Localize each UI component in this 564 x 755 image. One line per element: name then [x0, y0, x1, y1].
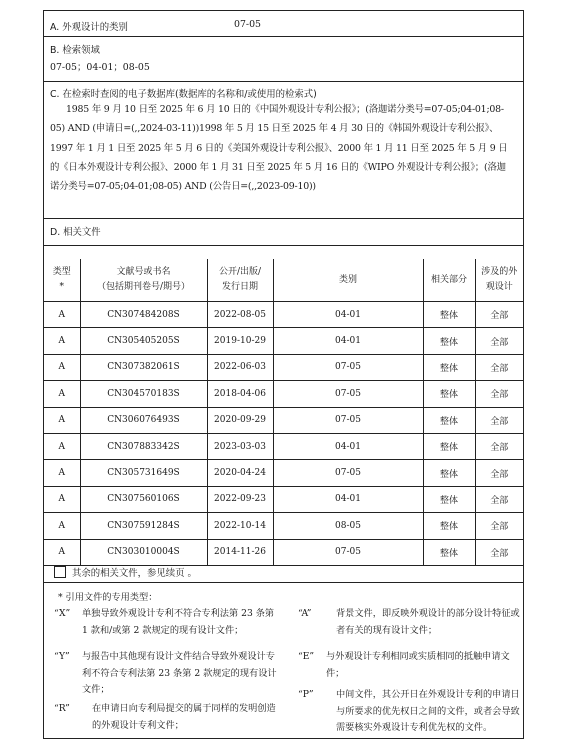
- divider: [44, 245, 523, 246]
- table-row: [44, 302, 523, 328]
- continuation-text: 其余的相关文件，参见续页 。: [72, 568, 197, 579]
- cell-type: A: [44, 460, 80, 486]
- cell-date: 2020-04-24: [207, 460, 273, 486]
- legend-item-x: [54, 606, 280, 639]
- legend-code: “E”: [298, 651, 315, 662]
- legend-code: “Y”: [54, 651, 70, 662]
- cell-date: 2022-08-05: [207, 302, 273, 328]
- column-header-date: 公开/出版/ 发行日期: [207, 259, 273, 302]
- cell-type: A: [44, 539, 80, 565]
- cell-class: 08-05: [273, 513, 423, 539]
- table-row: [44, 433, 523, 459]
- cell-claims: 全部: [475, 354, 523, 380]
- table-row: [44, 328, 523, 354]
- search-field-value: 07-05；04-01；08-05: [50, 62, 150, 73]
- table-row: [44, 381, 523, 407]
- cell-date: 2019-10-29: [207, 328, 273, 354]
- cell-type: A: [44, 328, 80, 354]
- cell-date: 2022-10-14: [207, 513, 273, 539]
- cell-class: 04-01: [273, 328, 423, 354]
- cell-part: 整体: [423, 433, 475, 459]
- legend-item-a: [298, 606, 522, 639]
- legend-title: * 引用文件的专用类型：: [58, 592, 158, 603]
- legend-text: 与外观设计专利相同或实质相同的抵触申请文件；: [326, 651, 510, 679]
- section-c-label: C. 在检索时查阅的电子数据库(数据库的名称和/或使用的检索式): [50, 89, 317, 100]
- cell-claims: 全部: [475, 302, 523, 328]
- cell-part: 整体: [423, 486, 475, 512]
- table-row: [44, 354, 523, 380]
- cell-claims: 全部: [475, 407, 523, 433]
- cell-date: 2020-09-29: [207, 407, 273, 433]
- divider: [44, 218, 523, 219]
- column-header-relevant-part: 相关部分: [423, 259, 475, 302]
- cell-document: CN305731649S: [80, 460, 207, 486]
- cell-class: 07-05: [273, 354, 423, 380]
- section-d-label: D. 相关文件: [50, 227, 101, 238]
- cell-type: A: [44, 513, 80, 539]
- legend-text: 与报告中其他现有设计文件结合导致外观设计专利不符合专利法第 23 条第 2 款规定的现有设计文件；: [82, 651, 277, 695]
- legend-text: 背景文件，即反映外观设计的部分设计特征或者有关的现有设计文件；: [336, 608, 520, 636]
- cell-document: CN304570183S: [80, 381, 207, 407]
- cell-part: 整体: [423, 381, 475, 407]
- cell-part: 整体: [423, 328, 475, 354]
- legend-text: 中间文件，其公开日在外观设计专利的申请日与所要求的优先权日之间的文件，或者会导致需要核实外观设计专利优先权的文件。: [336, 689, 520, 733]
- cell-claims: 全部: [475, 539, 523, 565]
- cell-document: CN306076493S: [80, 407, 207, 433]
- table-row: [44, 460, 523, 486]
- table-row: [44, 486, 523, 512]
- cell-document: CN307382061S: [80, 354, 207, 380]
- cell-date: 2022-09-23: [207, 486, 273, 512]
- legend-item-p: [298, 687, 522, 737]
- continuation-checkbox[interactable]: [54, 566, 66, 578]
- column-header-claims: 涉及的外 观设计: [475, 259, 523, 302]
- cell-date: 2018-04-06: [207, 381, 273, 407]
- cell-type: A: [44, 433, 80, 459]
- cell-date: 2014-11-26: [207, 539, 273, 565]
- legend-code: “P”: [298, 689, 314, 700]
- table-row: [44, 513, 523, 539]
- cell-class: 04-01: [273, 433, 423, 459]
- cell-part: 整体: [423, 539, 475, 565]
- legend-code: “R”: [54, 703, 70, 714]
- table-header-row: [44, 259, 523, 302]
- search-report-form: [43, 10, 524, 739]
- cell-type: A: [44, 302, 80, 328]
- cell-date: 2023-03-03: [207, 433, 273, 459]
- legend-code: “A”: [298, 608, 312, 619]
- cell-type: A: [44, 486, 80, 512]
- cell-claims: 全部: [475, 513, 523, 539]
- legend-text: 在申请日向专利局提交的属于同样的发明创造的外观设计专利文件；: [92, 703, 276, 731]
- divider: [44, 36, 523, 37]
- cell-class: 07-05: [273, 381, 423, 407]
- cell-class: 04-01: [273, 302, 423, 328]
- cell-type: A: [44, 381, 80, 407]
- cell-part: 整体: [423, 513, 475, 539]
- cell-type: A: [44, 407, 80, 433]
- related-documents-table: [44, 259, 523, 566]
- cell-document: CN303010004S: [80, 539, 207, 565]
- cell-document: CN307560106S: [80, 486, 207, 512]
- database-search-text: 1985 年 9 月 10 日至 2025 年 6 月 10 日的《中国外观设计专利公报》；(洛迦诺分类号=07-05;04-01;08-05) AND (申请日=(,,2024-03-11))1998 年 5 月 15 日至 2025 年 4 月 30 日的《韩国外观设计专利公报》、1997 年 1 月 1 日至 2025 年 5 月 6 日的《美国外观设计专利公报》、2000 年 1 月 11 日至 2025 年 5 月 9 日的《日本外观设计专利公报》、2000 年 1 月 31 日至 2025 年 5 月 16 日的《WIPO 外观设计专利公报》；(洛迦诺分类号=07-05;04-01;08-05) AND (公告日=(,,2023-09-10)): [50, 104, 508, 193]
- legend-text: 单独导致外观设计专利不符合专利法第 23 条第 1 款和/或第 2 款规定的现有设计文件；: [82, 608, 275, 636]
- section-b-label: B. 检索领域: [50, 45, 100, 56]
- cell-part: 整体: [423, 302, 475, 328]
- cell-claims: 全部: [475, 433, 523, 459]
- legend-code: “X”: [54, 608, 71, 619]
- divider: [44, 81, 523, 82]
- table-row: [44, 407, 523, 433]
- legend-item-e: [298, 649, 522, 682]
- cell-claims: 全部: [475, 486, 523, 512]
- column-header-type: 类型 *: [44, 259, 80, 302]
- section-a-label: A. 外观设计的类别: [50, 22, 128, 33]
- cell-part: 整体: [423, 460, 475, 486]
- cell-class: 07-05: [273, 539, 423, 565]
- design-class-value: 07-05: [234, 19, 262, 30]
- cell-part: 整体: [423, 407, 475, 433]
- table-row: [44, 539, 523, 565]
- column-header-document: 文献号或书名 （包括期刊卷号/期号）: [80, 259, 207, 302]
- cell-document: CN307591284S: [80, 513, 207, 539]
- cell-class: 04-01: [273, 486, 423, 512]
- cell-class: 07-05: [273, 407, 423, 433]
- cell-document: CN307883342S: [80, 433, 207, 459]
- divider: [44, 582, 523, 583]
- cell-date: 2022-06-03: [207, 354, 273, 380]
- cell-document: CN307484208S: [80, 302, 207, 328]
- cell-claims: 全部: [475, 328, 523, 354]
- column-header-class: 类别: [273, 259, 423, 302]
- legend-item-r: [54, 701, 280, 734]
- cell-document: CN305405205S: [80, 328, 207, 354]
- cell-class: 07-05: [273, 460, 423, 486]
- cell-part: 整体: [423, 354, 475, 380]
- cell-claims: 全部: [475, 381, 523, 407]
- legend-item-y: [54, 649, 280, 699]
- cell-type: A: [44, 354, 80, 380]
- cell-claims: 全部: [475, 460, 523, 486]
